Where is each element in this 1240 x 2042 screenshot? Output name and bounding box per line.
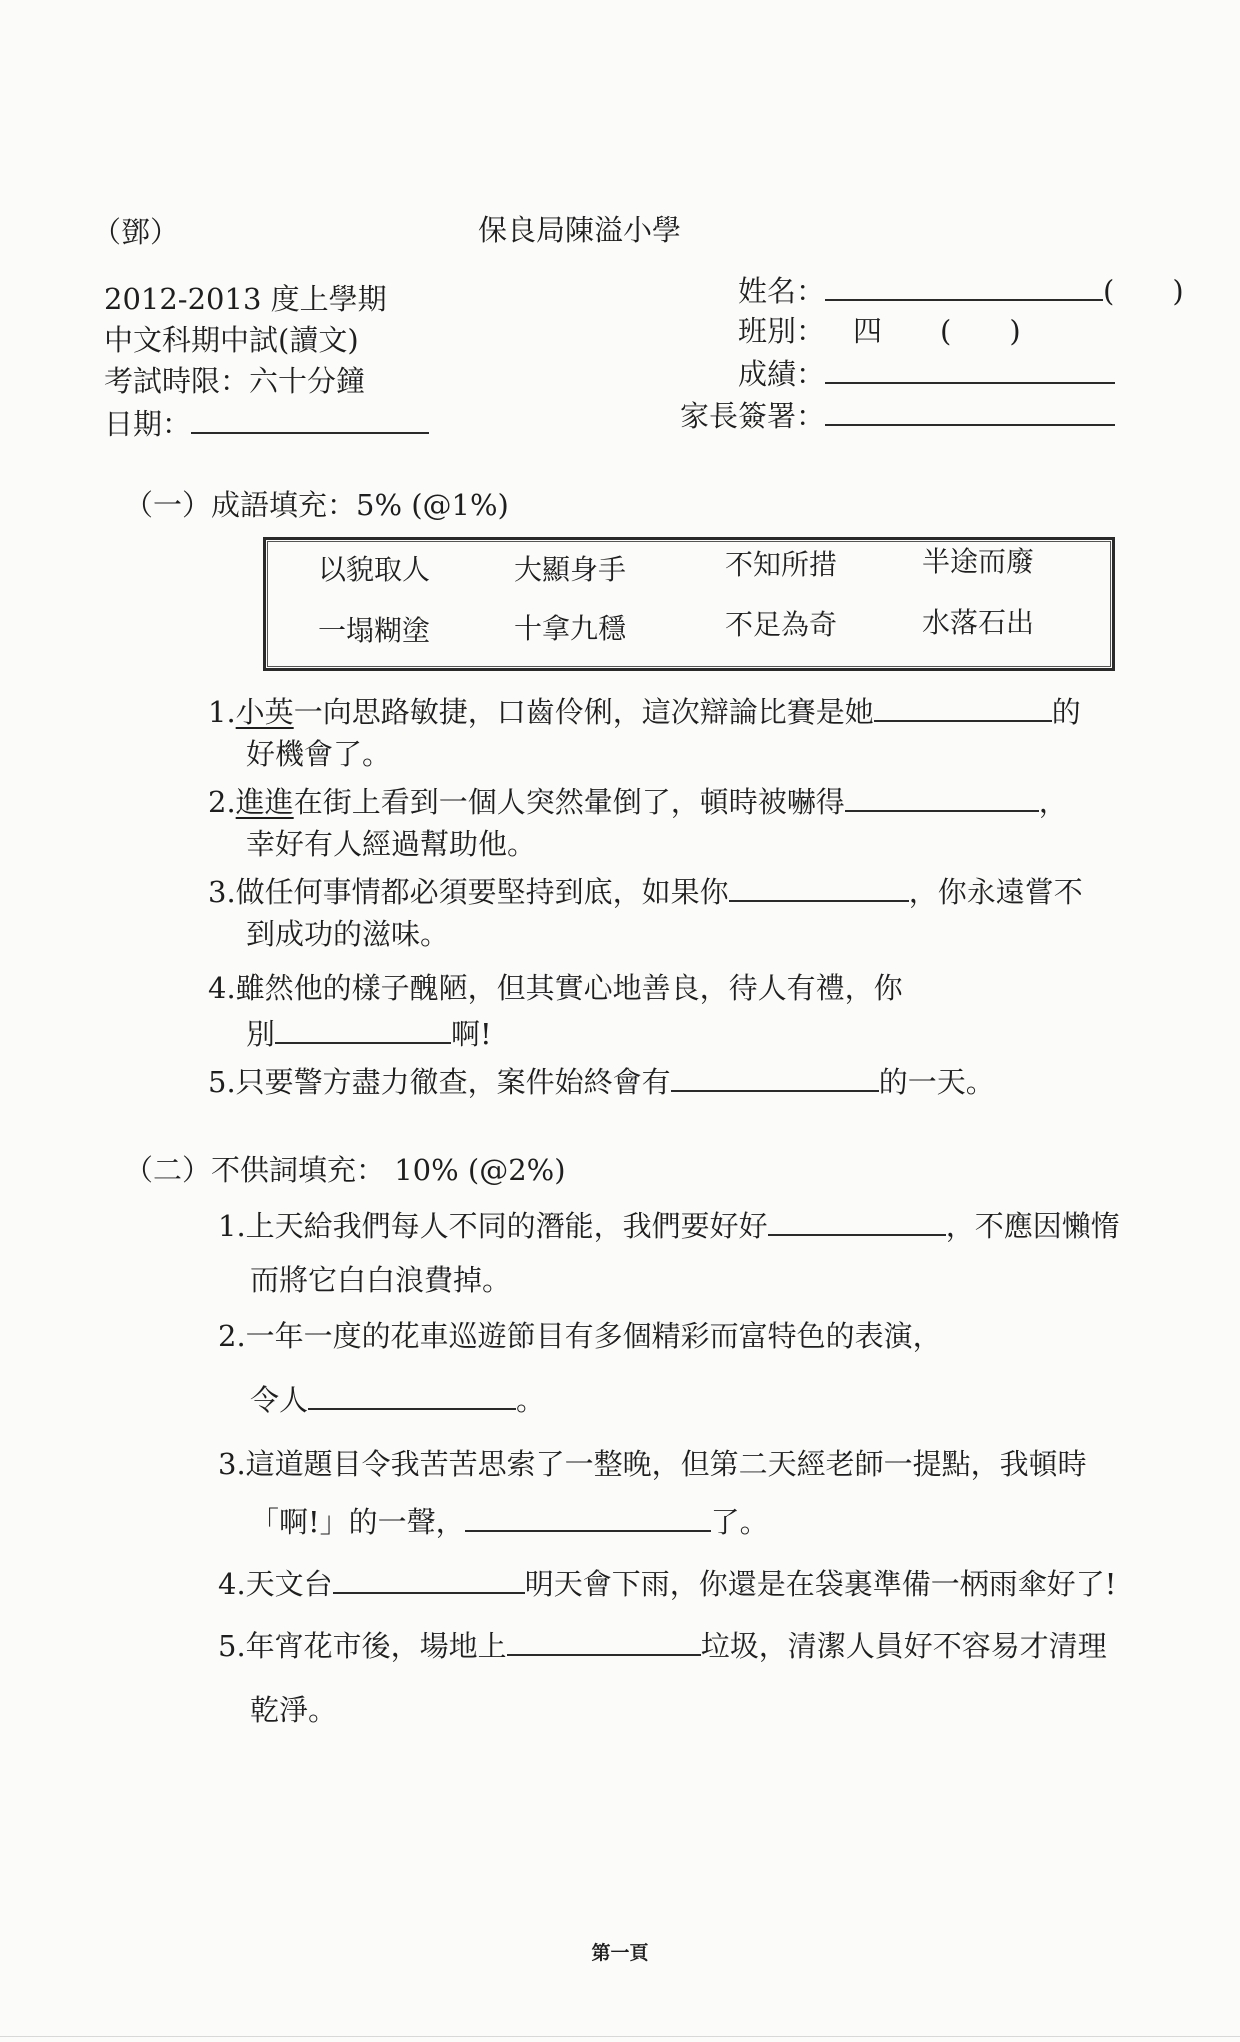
answer-blank: [465, 1504, 711, 1532]
exam-title: 中文科期中試(讀文): [104, 323, 359, 357]
answer-blank: [729, 874, 909, 902]
answer-blank: [845, 784, 1039, 812]
question-text: 一向思路敏捷，口齒伶俐，這次辯論比賽是她: [293, 695, 874, 729]
score-label: 成績：: [738, 357, 826, 391]
question-text: 雖然他的樣子醜陋，但其實心地善良，待人有禮，你: [235, 971, 903, 1005]
question-text: 垃圾，清潔人員好不容易才清理: [700, 1629, 1107, 1663]
region-label: （鄧）: [92, 215, 180, 249]
name-field: [738, 273, 1184, 309]
question-text: ，你永遠嘗不: [908, 875, 1083, 909]
s2-question-5: [218, 1628, 1107, 1664]
question-number: 3.: [218, 1447, 246, 1481]
date-blank: [191, 406, 429, 434]
answer-blank: [308, 1382, 516, 1410]
question-text: 。: [516, 1383, 546, 1417]
name-number-paren: ( ): [1103, 274, 1184, 308]
question-text: 在街上看到一個人突然暈倒了，頓時被嚇得: [293, 785, 845, 819]
question-text: 的: [1051, 695, 1081, 729]
question-number: 5.: [218, 1629, 246, 1663]
name-label: 姓名：: [738, 274, 826, 308]
score-field: [738, 356, 1115, 392]
date-field: [104, 406, 429, 442]
question-text: 「啊!」的一聲，: [250, 1505, 465, 1539]
s2-question-2-cont: [250, 1382, 545, 1418]
question-text: 的一天。: [878, 1065, 995, 1099]
s1-question-2: [208, 784, 1068, 820]
question-text: 做任何事情都必須要堅持到底，如果你: [235, 875, 729, 909]
class-value: 四 ( ): [853, 314, 1021, 348]
answer-blank: [507, 1628, 701, 1656]
idiom-item: 以貌取人: [318, 553, 431, 586]
question-text: 啊!: [451, 1017, 492, 1051]
answer-blank: [874, 694, 1052, 722]
question-text: 上天給我們每人不同的潛能，我們要好好: [245, 1209, 768, 1243]
question-number: 2.: [218, 1319, 246, 1353]
s1-question-2-cont: 幸好有人經過幫助他。: [246, 827, 537, 861]
question-text: 年宵花市後，場地上: [245, 1629, 507, 1663]
question-text: 一年一度的花車巡遊節目有多個精彩而富特色的表演，: [245, 1319, 942, 1353]
score-blank: [825, 356, 1115, 384]
s2-question-3: [218, 1446, 1087, 1482]
s1-question-1: [208, 694, 1081, 730]
answer-blank: [333, 1566, 525, 1594]
idiom-item: 不知所措: [725, 548, 838, 581]
parent-signature-blank: [825, 398, 1115, 426]
s1-question-5: [208, 1064, 995, 1100]
section2-title: （二）不供詞填充： 10% (@2%): [124, 1153, 566, 1187]
parent-signature-field: [680, 398, 1115, 434]
question-number: 4.: [208, 971, 236, 1005]
question-text: 了。: [710, 1505, 769, 1539]
s2-question-2: [218, 1318, 942, 1354]
idiom-item: 半途而廢: [922, 545, 1035, 578]
question-number: 2.: [208, 785, 236, 819]
s1-question-4-cont: [246, 1016, 492, 1052]
section1-title: （一）成語填充：5% (@1%): [124, 488, 509, 522]
class-label: 班別：: [738, 314, 826, 348]
idiom-item: 水落石出: [922, 606, 1035, 639]
school-name: 保良局陳溢小學: [478, 213, 682, 247]
question-text: ，: [1038, 785, 1068, 819]
question-number: 1.: [208, 695, 236, 729]
parent-signature-label: 家長簽署：: [680, 399, 826, 433]
class-field: [738, 313, 1021, 349]
question-text: 令人: [250, 1383, 309, 1417]
proper-name: 小英: [235, 695, 294, 729]
question-number: 1.: [218, 1209, 246, 1243]
answer-blank: [768, 1208, 946, 1236]
s1-question-1-cont: 好機會了。: [246, 737, 392, 771]
s1-question-3-cont: 到成功的滋味。: [246, 917, 450, 951]
answer-blank: [275, 1016, 451, 1044]
question-text: 天文台: [245, 1567, 333, 1601]
name-blank: [825, 273, 1103, 301]
question-number: 3.: [208, 875, 236, 909]
proper-name: 進進: [235, 785, 294, 819]
idiom-item: 不足為奇: [725, 608, 838, 641]
question-text: 明天會下雨，你還是在袋裏準備一柄雨傘好了!: [524, 1567, 1117, 1601]
idiom-item: 大顯身手: [514, 553, 627, 586]
idiom-item: 十拿九穩: [514, 612, 627, 645]
s1-question-3: [208, 874, 1083, 910]
s2-question-1-cont: 而將它白白浪費掉。: [250, 1263, 512, 1297]
question-text: 別: [246, 1017, 276, 1051]
s2-question-1: [218, 1208, 1120, 1244]
question-number: 5.: [208, 1065, 236, 1099]
date-label: 日期：: [104, 407, 192, 441]
page-number: 第一頁: [591, 1942, 649, 1964]
answer-blank: [671, 1064, 879, 1092]
question-text: 只要警方盡力徹查，案件始終會有: [235, 1065, 671, 1099]
term-label: 2012-2013 度上學期: [104, 282, 387, 316]
s2-question-5-cont: 乾淨。: [250, 1693, 338, 1727]
scan-edge-line: [0, 2036, 1240, 2037]
s1-question-4: [208, 970, 903, 1006]
question-number: 4.: [218, 1567, 246, 1601]
s2-question-4: [218, 1566, 1116, 1602]
question-text: ，不應因懶惰: [945, 1209, 1120, 1243]
s2-question-3-cont: [250, 1504, 769, 1540]
question-text: 這道題目令我苦苦思索了一整晚，但第二天經老師一提點，我頓時: [245, 1447, 1087, 1481]
idiom-item: 一塌糊塗: [318, 614, 431, 647]
duration-label: 考試時限：六十分鐘: [104, 364, 366, 398]
